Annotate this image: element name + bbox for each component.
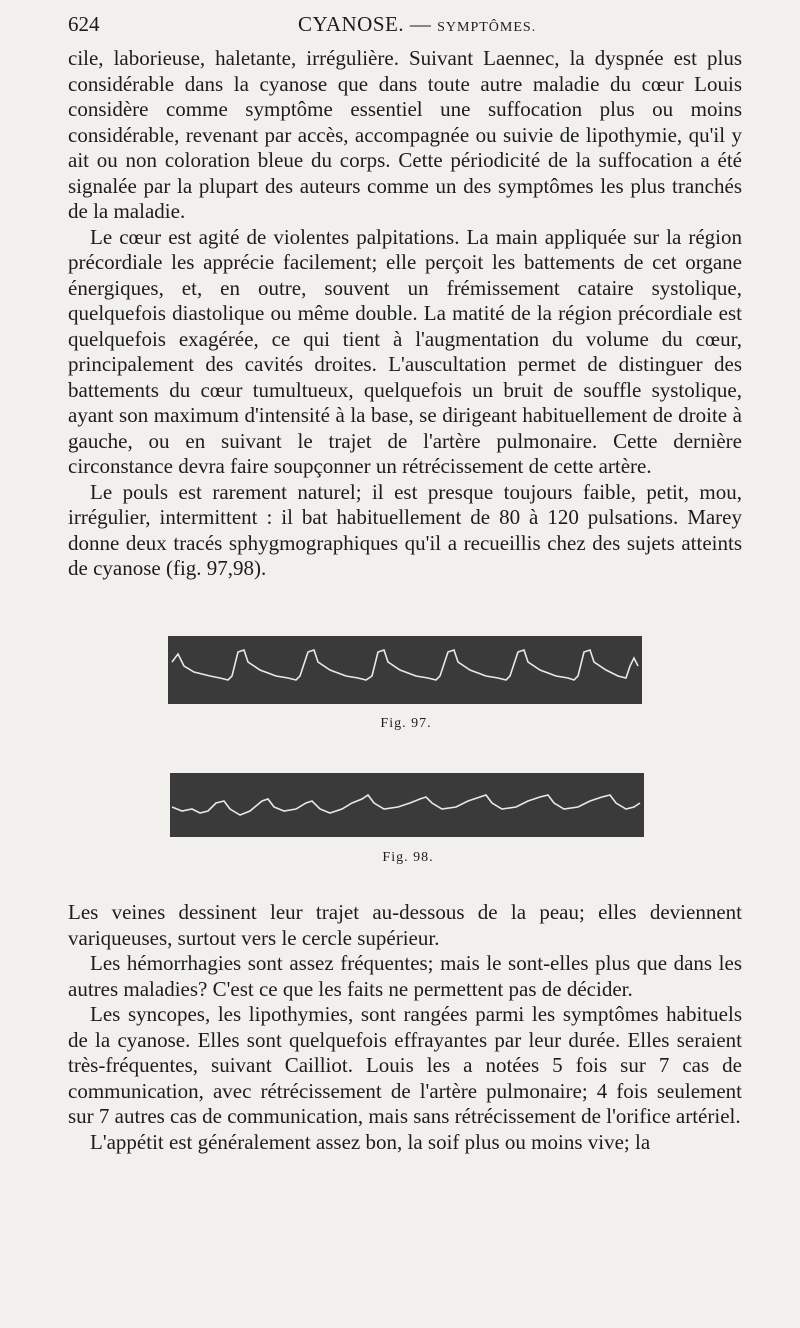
sphygmograph-trace-97: [168, 636, 642, 704]
page-number: 624: [68, 12, 100, 36]
sphygmograph-trace-98: [170, 773, 644, 837]
running-title-section: SYMPTÔMES.: [437, 20, 537, 35]
paragraph-syncopes: Les syncopes, les lipothymies, sont rangées parmi les symptômes habituels de la cyanose. Elles sont quelquefois effrayantes par leur durée. Elles seraient très-fréquentes, suivant Cailliot. Louis les a notées 5 fois sur 7 cas de communication, avec rétrécissement de l'artère pulmonaire; 4 fois seulement sur 7 autres cas de communication, mais sans rétrécissement de l'orifice artériel.: [68, 1002, 742, 1128]
figure-97-trace: [168, 636, 642, 704]
paragraph-dyspnee: cile, laborieuse, haletante, irrégulière. Suivant Laennec, la dyspnée est plus considérable dans la cyanose que dans toute autre maladie du cœur Louis considère comme symptôme essentiel une suffocation plus ou moins considérable, revenant par accès, accompagnée ou suivie de lipothymie, qu'il y ait ou non coloration bleue du corps. Cette périodicité de la suffocation a été signalée par la plupart des auteurs comme un des symptômes les plus tranchés de la maladie.: [68, 46, 742, 223]
figure-97-caption: Fig. 97.: [380, 716, 432, 731]
figure-98-caption: Fig. 98.: [382, 850, 434, 865]
paragraph-veines: Les veines dessinent leur trajet au-dessous de la peau; elles deviennent variqueuses, surtout vers le cercle supérieur.: [68, 900, 742, 950]
paragraph-pouls: Le pouls est rarement naturel; il est presque toujours faible, petit, mou, irrégulier, intermittent : il bat habituellement de 80 à 120 pulsations. Marey donne deux tracés sphygmographiques qu'il a recueillis chez des sujets atteints de cyanose (fig. 97,98).: [68, 479, 742, 580]
paragraph-hemorrhagies: Les hémorrhagies sont assez fréquentes; mais le sont-elles plus que dans les autres maladies? C'est ce que les faits ne permettent pas de décider.: [68, 951, 742, 1001]
running-title-dash: —: [409, 12, 432, 36]
text-block-bottom: [68, 900, 742, 1155]
figure-98-trace: [170, 773, 644, 837]
paragraph-appetit: L'appétit est généralement assez bon, la soif plus ou moins vive; la: [90, 1129, 651, 1154]
paragraph-coeur: Le cœur est agité de violentes palpitations. La main appliquée sur la région précordiale les apprécie facilement; elle perçoit les battements de cet organe énergiques, et, en outre, souvent un frémissement cataire systolique, quelquefois diastolique ou même double. La matité de la région précordiale est quelquefois exagérée, ce qui tient à l'augmentation du volume du cœur, principalement des cavités droites. L'auscultation permet de distinguer des battements du cœur tumultueux, quelquefois un bruit de souffle systolique, ayant son maximum d'intensité à la base, se dirigeant habituellement de droite à gauche, ou en suivant le trajet de l'artère pulmonaire. Cette dernière circonstance devra faire soupçonner un rétrécissement de cette artère.: [68, 224, 742, 478]
running-title: [298, 12, 536, 37]
running-title-main: CYANOSE.: [298, 12, 405, 36]
text-block-top: [68, 46, 742, 582]
running-header: [68, 12, 742, 42]
